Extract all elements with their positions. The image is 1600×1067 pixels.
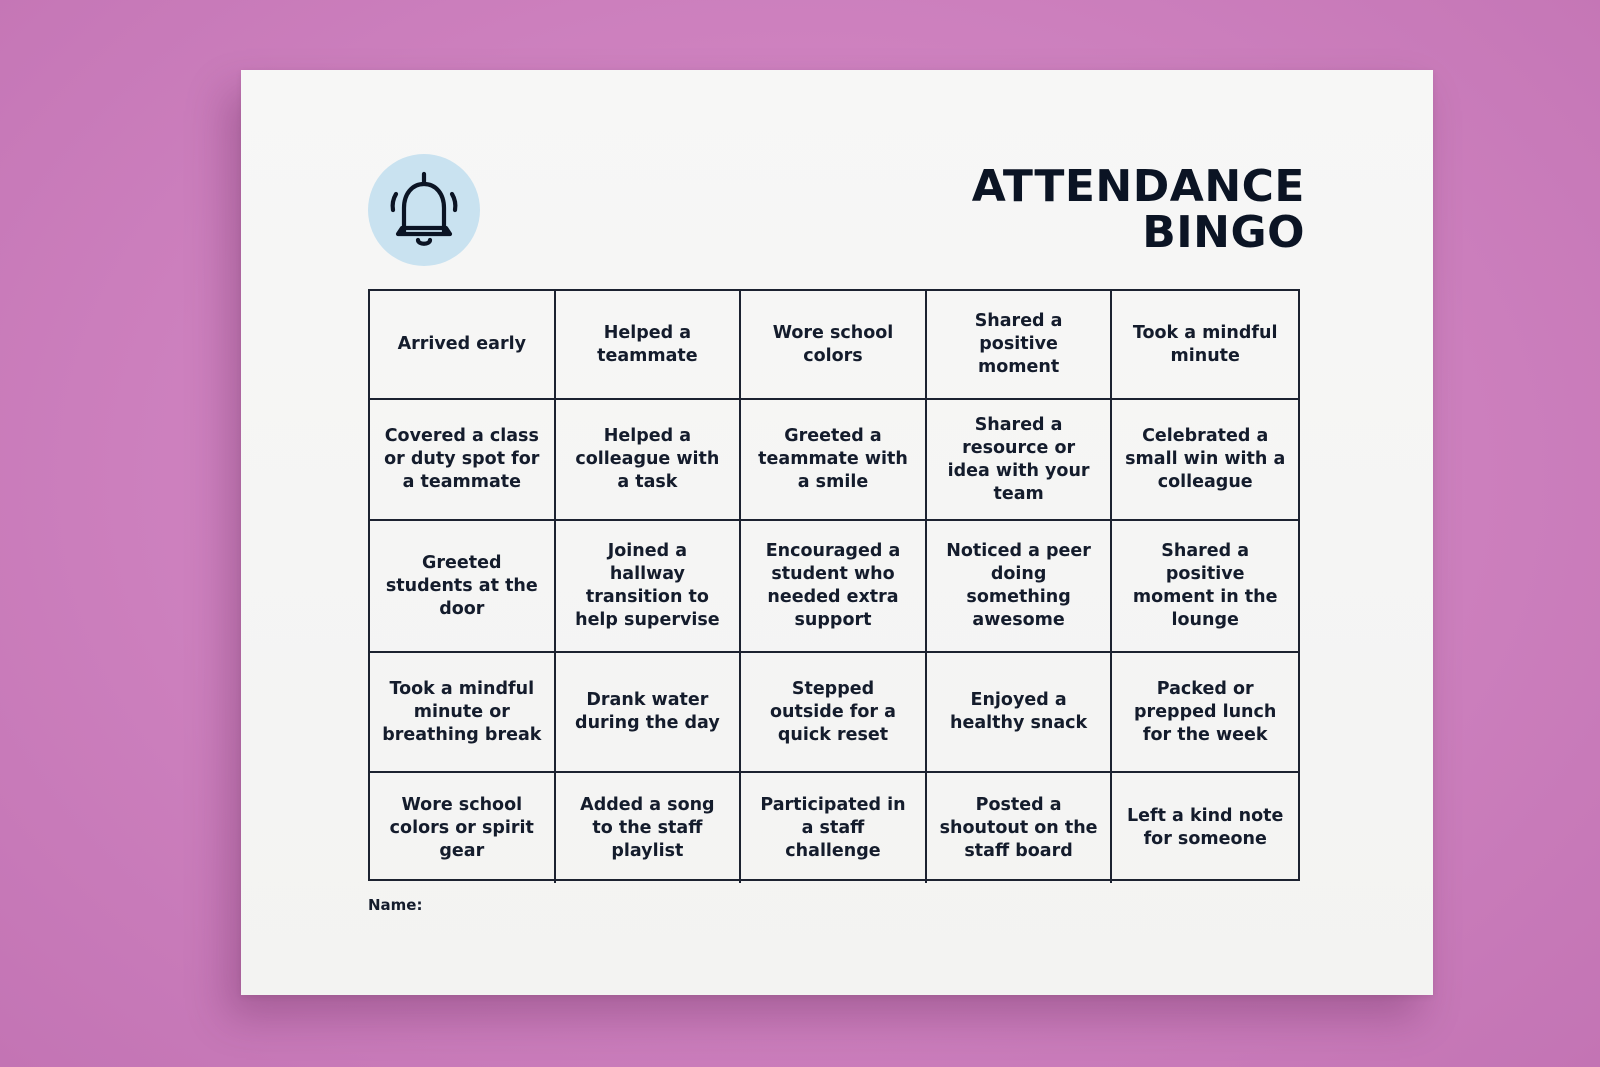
bingo-cell: Helped a teammate <box>556 291 742 400</box>
bingo-cell: Took a mindful minute or breathing break <box>370 653 556 773</box>
page-title <box>971 161 1305 258</box>
bingo-cell: Encouraged a student who needed extra support <box>741 521 927 653</box>
bingo-sheet <box>241 70 1433 995</box>
bell-icon <box>368 154 480 266</box>
name-label: Name: <box>368 896 423 914</box>
bingo-cell: Drank water during the day <box>556 653 742 773</box>
bingo-cell: Shared a positive moment <box>927 291 1113 400</box>
bingo-cell: Noticed a peer doing something awesome <box>927 521 1113 653</box>
bingo-cell: Enjoyed a healthy snack <box>927 653 1113 773</box>
bingo-cell: Shared a resource or idea with your team <box>927 400 1113 521</box>
title-line-2: BINGO <box>1142 207 1305 258</box>
bingo-cell: Wore school colors <box>741 291 927 400</box>
bingo-cell: Participated in a staff challenge <box>741 773 927 883</box>
bingo-grid <box>368 289 1300 881</box>
bingo-cell: Wore school colors or spirit gear <box>370 773 556 883</box>
bingo-cell: Took a mindful minute <box>1112 291 1298 400</box>
bingo-cell: Covered a class or duty spot for a teammate <box>370 400 556 521</box>
bingo-cell: Celebrated a small win with a colleague <box>1112 400 1298 521</box>
bingo-cell: Greeted a teammate with a smile <box>741 400 927 521</box>
bingo-cell: Stepped outside for a quick reset <box>741 653 927 773</box>
bingo-cell: Joined a hallway transition to help supervise <box>556 521 742 653</box>
bingo-cell: Helped a colleague with a task <box>556 400 742 521</box>
bingo-cell: Arrived early <box>370 291 556 400</box>
bingo-cell: Packed or prepped lunch for the week <box>1112 653 1298 773</box>
bingo-cell: Added a song to the staff playlist <box>556 773 742 883</box>
bingo-cell: Shared a positive moment in the lounge <box>1112 521 1298 653</box>
bingo-cell: Left a kind note for someone <box>1126 806 1284 849</box>
bingo-cell: Posted a shoutout on the staff board <box>927 773 1113 883</box>
title-line-1: ATTENDANCE <box>971 161 1305 212</box>
bingo-cell: Greeted students at the door <box>370 521 556 653</box>
bell-badge <box>368 154 480 266</box>
